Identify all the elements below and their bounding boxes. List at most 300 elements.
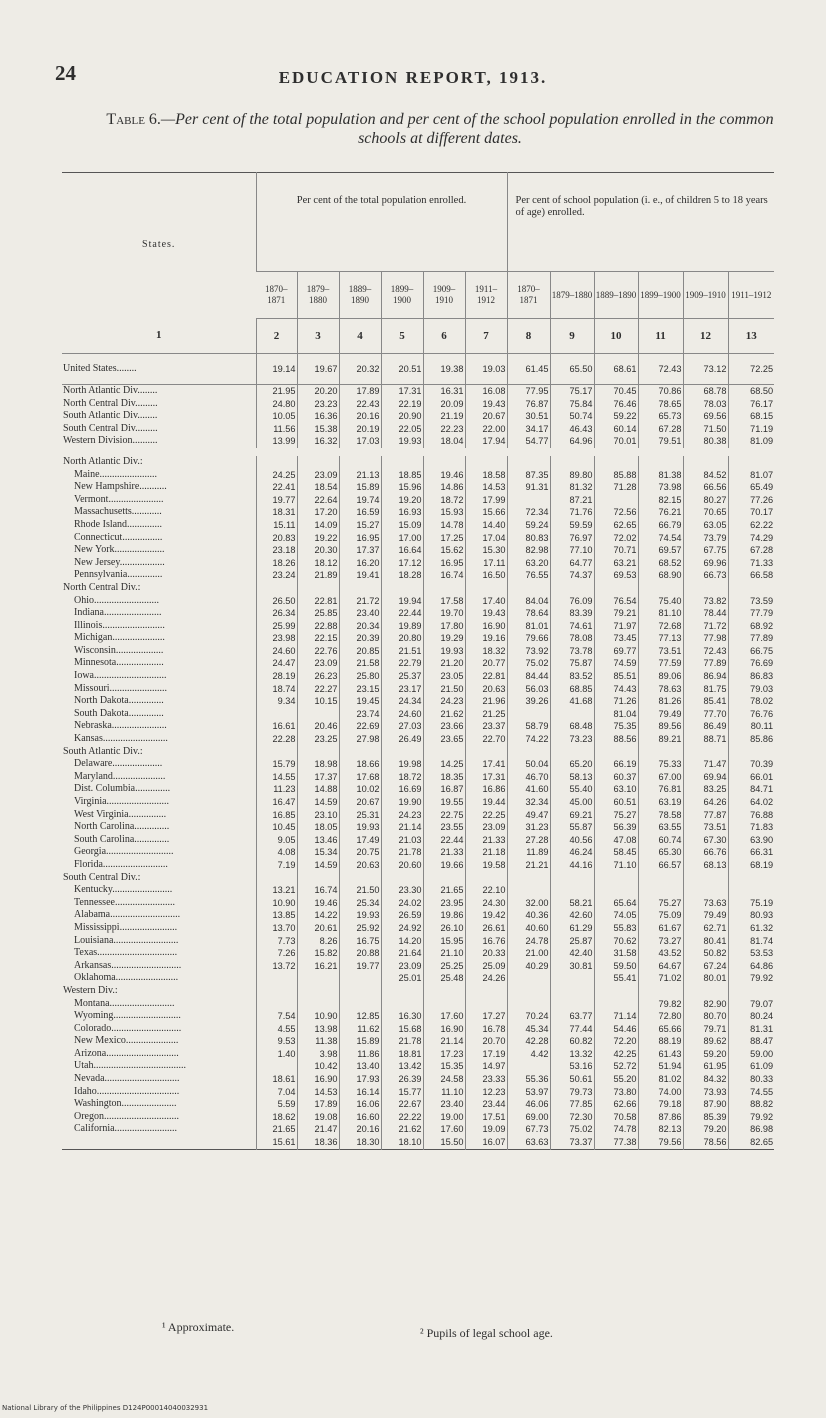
value-cell: 86.98 [728, 1123, 774, 1136]
table-row [62, 1136, 774, 1149]
column-number: 7 [465, 319, 507, 354]
value-cell: 75.02 [550, 1123, 594, 1136]
value-cell: 16.90 [465, 620, 507, 633]
value-cell: 19.45 [339, 695, 381, 708]
table-row [62, 448, 774, 456]
value-cell: 61.67 [638, 922, 683, 935]
value-cell: 26.59 [381, 909, 423, 922]
year-header: 1870–1871 [256, 272, 297, 319]
value-cell: 4.42 [507, 1048, 550, 1061]
value-cell: 22.28 [256, 733, 297, 746]
value-cell [423, 998, 465, 1011]
value-cell: 71.72 [683, 620, 728, 633]
value-cell: 87.35 [507, 469, 550, 482]
table-row [62, 569, 774, 582]
value-cell: 81.01 [507, 620, 550, 633]
value-cell: 19.94 [381, 595, 423, 608]
empty-cell [465, 985, 507, 998]
value-cell: 16.87 [423, 783, 465, 796]
value-cell: 76.55 [507, 569, 550, 582]
value-cell: 68.15 [728, 410, 774, 423]
value-cell: 62.65 [594, 519, 638, 532]
value-cell: 13.46 [297, 834, 339, 847]
value-cell: 77.26 [728, 494, 774, 507]
division-header: North Atlantic Div.: [63, 455, 143, 467]
value-cell: 81.38 [638, 469, 683, 482]
value-cell: 16.78 [465, 1023, 507, 1036]
value-cell: 62.66 [594, 1098, 638, 1111]
value-cell: 17.41 [465, 758, 507, 771]
value-cell: 70.62 [594, 935, 638, 948]
value-cell: 16.90 [297, 1073, 339, 1086]
value-cell: 23.24 [256, 569, 297, 582]
value-cell: 21.64 [381, 947, 423, 960]
value-cell: 13.40 [339, 1060, 381, 1073]
table-row [62, 423, 774, 436]
value-cell: 81.75 [683, 683, 728, 696]
value-cell: 16.64 [381, 544, 423, 557]
value-cell: 72.56 [594, 506, 638, 519]
year-header: 1911–1912 [465, 272, 507, 319]
empty-cell [507, 985, 550, 998]
value-cell: 69.53 [594, 569, 638, 582]
value-cell: 32.00 [507, 897, 550, 910]
value-cell [297, 708, 339, 721]
table-row [62, 632, 774, 645]
value-cell: 18.74 [256, 683, 297, 696]
value-cell: 24.34 [381, 695, 423, 708]
empty-cell [507, 746, 550, 759]
value-cell: 18.32 [465, 645, 507, 658]
value-cell: 7.19 [256, 859, 297, 872]
value-cell: 79.92 [728, 972, 774, 985]
value-cell: 80.27 [683, 494, 728, 507]
value-cell: 17.31 [381, 385, 423, 398]
value-cell: 86.83 [728, 670, 774, 683]
empty-cell [381, 985, 423, 998]
value-cell: 24.30 [465, 897, 507, 910]
division-header: South Atlantic Div.: [63, 745, 143, 757]
state-name: Nebraska...................... [74, 720, 167, 732]
value-cell: 18.72 [381, 771, 423, 784]
value-cell: 18.62 [256, 1111, 297, 1124]
state-name: Wyoming........................... [74, 1010, 181, 1022]
value-cell: 25.85 [297, 607, 339, 620]
value-cell: 77.70 [683, 708, 728, 721]
value-cell: 16.20 [339, 557, 381, 570]
value-cell: 74.00 [638, 1086, 683, 1099]
value-cell: 79.07 [728, 998, 774, 1011]
value-cell: 69.94 [683, 771, 728, 784]
value-cell: 21.50 [339, 884, 381, 897]
value-cell: 68.61 [594, 354, 638, 385]
value-cell: 27.98 [339, 733, 381, 746]
table-row [62, 720, 774, 733]
value-cell: 19.89 [381, 620, 423, 633]
value-cell: 67.30 [683, 834, 728, 847]
value-cell [507, 972, 550, 985]
value-cell: 20.34 [339, 620, 381, 633]
value-cell: 76.46 [594, 398, 638, 411]
value-cell: 16.86 [465, 783, 507, 796]
table-row [62, 532, 774, 545]
column-number: 11 [638, 319, 683, 354]
empty-cell [594, 456, 638, 469]
value-cell: 13.70 [256, 922, 297, 935]
value-cell: 88.19 [638, 1035, 683, 1048]
value-cell: 20.51 [381, 354, 423, 385]
table-row [62, 1035, 774, 1048]
value-cell: 20.19 [339, 423, 381, 436]
value-cell: 73.80 [594, 1086, 638, 1099]
value-cell: 5.59 [256, 1098, 297, 1111]
value-cell: 21.10 [423, 947, 465, 960]
value-cell: 80.11 [728, 720, 774, 733]
value-cell: 20.16 [339, 1123, 381, 1136]
table-row [62, 683, 774, 696]
value-cell: 58.79 [507, 720, 550, 733]
value-cell: 23.15 [339, 683, 381, 696]
value-cell: 79.92 [728, 1111, 774, 1124]
value-cell: 23.10 [297, 809, 339, 822]
state-name: Indiana....................... [74, 607, 162, 619]
value-cell: 22.81 [297, 595, 339, 608]
value-cell: 53.16 [550, 1060, 594, 1073]
value-cell: 19.03 [465, 354, 507, 385]
table-row [62, 645, 774, 658]
value-cell: 15.77 [381, 1086, 423, 1099]
empty-cell [256, 872, 297, 885]
value-cell: 24.80 [256, 398, 297, 411]
empty-cell [638, 746, 683, 759]
column-number: 3 [297, 319, 339, 354]
value-cell: 20.46 [297, 720, 339, 733]
value-cell: 39.26 [507, 695, 550, 708]
state-name: Missouri....................... [74, 682, 168, 694]
value-cell: 71.26 [594, 695, 638, 708]
value-cell: 21.78 [381, 846, 423, 859]
empty-cell [256, 456, 297, 469]
value-cell: 60.37 [594, 771, 638, 784]
value-cell: 23.74 [339, 708, 381, 721]
value-cell: 78.63 [638, 683, 683, 696]
state-name: New York.................... [74, 544, 165, 556]
value-cell: 42.40 [550, 947, 594, 960]
value-cell: 16.76 [465, 935, 507, 948]
value-cell: 50.74 [550, 410, 594, 423]
value-cell: 23.40 [339, 607, 381, 620]
value-cell: 74.37 [550, 569, 594, 582]
value-cell: 17.49 [339, 834, 381, 847]
value-cell: 18.28 [381, 569, 423, 582]
value-cell: 84.71 [728, 783, 774, 796]
column-number: 4 [339, 319, 381, 354]
value-cell: 80.93 [728, 909, 774, 922]
value-cell: 15.11 [256, 519, 297, 532]
value-cell: 77.95 [507, 385, 550, 398]
table-row [62, 809, 774, 822]
state-name: North Dakota.............. [74, 695, 164, 707]
value-cell: 75.33 [638, 758, 683, 771]
value-cell: 16.14 [339, 1086, 381, 1099]
value-cell: 28.19 [256, 670, 297, 683]
value-cell: 89.62 [683, 1035, 728, 1048]
value-cell: 22.81 [465, 670, 507, 683]
table-row [62, 410, 774, 423]
empty-cell [638, 456, 683, 469]
value-cell: 25.37 [381, 670, 423, 683]
value-cell: 21.51 [381, 645, 423, 658]
value-cell: 73.93 [683, 1086, 728, 1099]
value-cell: 40.36 [507, 909, 550, 922]
value-cell: 65.30 [638, 846, 683, 859]
value-cell: 58.13 [550, 771, 594, 784]
table-row [62, 922, 774, 935]
value-cell: 22.05 [381, 423, 423, 436]
value-cell: 71.10 [594, 859, 638, 872]
value-cell: 44.16 [550, 859, 594, 872]
value-cell: 16.74 [297, 884, 339, 897]
value-cell: 19.44 [465, 796, 507, 809]
value-cell: 23.40 [423, 1098, 465, 1111]
empty-cell [594, 582, 638, 595]
value-cell [594, 884, 638, 897]
value-cell: 19.86 [423, 909, 465, 922]
value-cell: 30.81 [550, 960, 594, 973]
value-cell: 27.28 [507, 834, 550, 847]
value-cell: 19.93 [339, 821, 381, 834]
value-cell: 73.12 [683, 354, 728, 385]
value-cell: 66.73 [683, 569, 728, 582]
value-cell: 22.15 [297, 632, 339, 645]
value-cell: 72.02 [594, 532, 638, 545]
value-cell: 9.53 [256, 1035, 297, 1048]
value-cell: 20.60 [381, 859, 423, 872]
year-header: 1879–1880 [550, 272, 594, 319]
value-cell: 9.05 [256, 834, 297, 847]
value-cell: 11.62 [339, 1023, 381, 1036]
column-number: 10 [594, 319, 638, 354]
value-cell: 13.42 [381, 1060, 423, 1073]
total-population-group-header: Per cent of the total population enrolled. [256, 173, 507, 272]
value-cell: 83.52 [550, 670, 594, 683]
states-header: States. [142, 239, 176, 251]
value-cell: 10.42 [297, 1060, 339, 1073]
value-cell: 88.56 [594, 733, 638, 746]
value-cell: 74.55 [728, 1086, 774, 1099]
state-name: Oregon.............................. [74, 1110, 179, 1122]
value-cell: 14.20 [381, 935, 423, 948]
empty-cell [638, 582, 683, 595]
value-cell: 61.45 [507, 354, 550, 385]
value-cell: 20.33 [465, 947, 507, 960]
value-cell: 79.51 [638, 435, 683, 448]
value-cell: 70.86 [638, 385, 683, 398]
value-cell: 82.15 [638, 494, 683, 507]
value-cell: 70.01 [594, 435, 638, 448]
value-cell: 14.55 [256, 771, 297, 784]
value-cell: 50.04 [507, 758, 550, 771]
value-cell: 21.33 [465, 834, 507, 847]
empty-cell [465, 746, 507, 759]
value-cell [507, 708, 550, 721]
value-cell [465, 998, 507, 1011]
table-row [62, 947, 774, 960]
value-cell: 17.80 [423, 620, 465, 633]
value-cell: 68.13 [683, 859, 728, 872]
value-cell: 15.96 [381, 481, 423, 494]
value-cell: 19.29 [423, 632, 465, 645]
table-row [62, 481, 774, 494]
empty-cell [381, 456, 423, 469]
value-cell: 22.70 [465, 733, 507, 746]
value-cell: 21.18 [465, 846, 507, 859]
value-cell [256, 1060, 297, 1073]
value-cell: 20.20 [297, 385, 339, 398]
value-cell: 61.29 [550, 922, 594, 935]
state-name: Louisiana.......................... [74, 934, 179, 946]
value-cell: 21.20 [423, 657, 465, 670]
empty-cell [683, 746, 728, 759]
empty-cell [465, 582, 507, 595]
value-cell: 22.22 [381, 1111, 423, 1124]
state-name: Arizona............................. [74, 1047, 179, 1059]
table-row [62, 494, 774, 507]
value-cell: 80.70 [683, 1010, 728, 1023]
value-cell: 55.83 [594, 922, 638, 935]
value-cell: 73.92 [507, 645, 550, 658]
table-body [62, 354, 774, 1150]
table-row [62, 834, 774, 847]
table-row [62, 884, 774, 897]
state-name: South Central Div......... [63, 422, 158, 434]
value-cell: 60.51 [594, 796, 638, 809]
value-cell: 46.70 [507, 771, 550, 784]
value-cell: 25.25 [423, 960, 465, 973]
value-cell: 83.25 [683, 783, 728, 796]
empty-cell [728, 582, 774, 595]
value-cell: 68.50 [728, 385, 774, 398]
state-name: Illinois......................... [74, 619, 165, 631]
value-cell: 76.88 [728, 809, 774, 822]
value-cell [297, 972, 339, 985]
value-cell: 22.41 [256, 481, 297, 494]
state-name: Arkansas............................ [74, 959, 182, 971]
value-cell: 69.77 [594, 645, 638, 658]
value-cell [507, 998, 550, 1011]
state-name: Iowa............................. [74, 670, 167, 682]
value-cell: 89.80 [550, 469, 594, 482]
value-cell: 14.59 [297, 859, 339, 872]
value-cell: 56.03 [507, 683, 550, 696]
value-cell: 50.82 [683, 947, 728, 960]
empty-cell [728, 456, 774, 469]
state-name: South Carolina.............. [74, 833, 170, 845]
year-header: 1889–1890 [339, 272, 381, 319]
value-cell: 14.53 [297, 1086, 339, 1099]
value-cell: 25.34 [339, 897, 381, 910]
value-cell: 75.02 [507, 657, 550, 670]
value-cell: 67.28 [728, 544, 774, 557]
value-cell: 22.67 [381, 1098, 423, 1111]
column-number: 5 [381, 319, 423, 354]
table-row [62, 909, 774, 922]
value-cell: 69.21 [550, 809, 594, 822]
empty-cell [465, 456, 507, 469]
value-cell: 23.55 [423, 821, 465, 834]
value-cell: 19.09 [465, 1123, 507, 1136]
empty-cell [339, 985, 381, 998]
value-cell: 64.96 [550, 435, 594, 448]
value-cell: 55.87 [550, 821, 594, 834]
value-cell: 82.98 [507, 544, 550, 557]
value-cell: 24.58 [423, 1073, 465, 1086]
value-cell: 76.69 [728, 657, 774, 670]
value-cell: 63.10 [594, 783, 638, 796]
table-label: Table 6. [106, 111, 161, 128]
spacer-cell [62, 448, 774, 456]
value-cell [256, 972, 297, 985]
value-cell: 86.94 [683, 670, 728, 683]
value-cell: 17.20 [297, 506, 339, 519]
value-cell: 77.98 [683, 632, 728, 645]
value-cell: 46.43 [550, 423, 594, 436]
value-cell: 19.90 [381, 796, 423, 809]
value-cell: 84.32 [683, 1073, 728, 1086]
empty-cell [339, 746, 381, 759]
value-cell: 59.24 [507, 519, 550, 532]
value-cell: 14.97 [465, 1060, 507, 1073]
state-name: Colorado............................ [74, 1022, 182, 1034]
column-number: 8 [507, 319, 550, 354]
table-row [62, 620, 774, 633]
value-cell: 21.14 [423, 1035, 465, 1048]
value-cell: 23.30 [381, 884, 423, 897]
value-cell: 10.15 [297, 695, 339, 708]
value-cell: 16.06 [339, 1098, 381, 1111]
table-row [62, 1060, 774, 1073]
value-cell: 21.95 [256, 385, 297, 398]
value-cell: 16.07 [465, 1136, 507, 1149]
value-cell: 78.58 [638, 809, 683, 822]
value-cell: 32.34 [507, 796, 550, 809]
empty-cell [423, 872, 465, 885]
value-cell: 75.27 [594, 809, 638, 822]
table-row [62, 859, 774, 872]
value-cell: 15.82 [297, 947, 339, 960]
value-cell: 82.90 [683, 998, 728, 1011]
value-cell: 15.68 [381, 1023, 423, 1036]
value-cell: 80.83 [507, 532, 550, 545]
state-name [62, 1136, 256, 1149]
value-cell: 66.01 [728, 771, 774, 784]
value-cell: 25.01 [381, 972, 423, 985]
value-cell: 23.66 [423, 720, 465, 733]
value-cell: 70.65 [683, 506, 728, 519]
value-cell: 76.09 [550, 595, 594, 608]
value-cell: 11.38 [297, 1035, 339, 1048]
state-name: California......................... [74, 1123, 178, 1135]
value-cell: 19.66 [423, 859, 465, 872]
value-cell: 81.07 [728, 469, 774, 482]
value-cell [339, 972, 381, 985]
value-cell: 20.16 [339, 410, 381, 423]
empty-cell [550, 582, 594, 595]
state-name: New Mexico..................... [74, 1035, 179, 1047]
value-cell: 64.77 [550, 557, 594, 570]
empty-cell [728, 746, 774, 759]
value-cell: 13.21 [256, 884, 297, 897]
